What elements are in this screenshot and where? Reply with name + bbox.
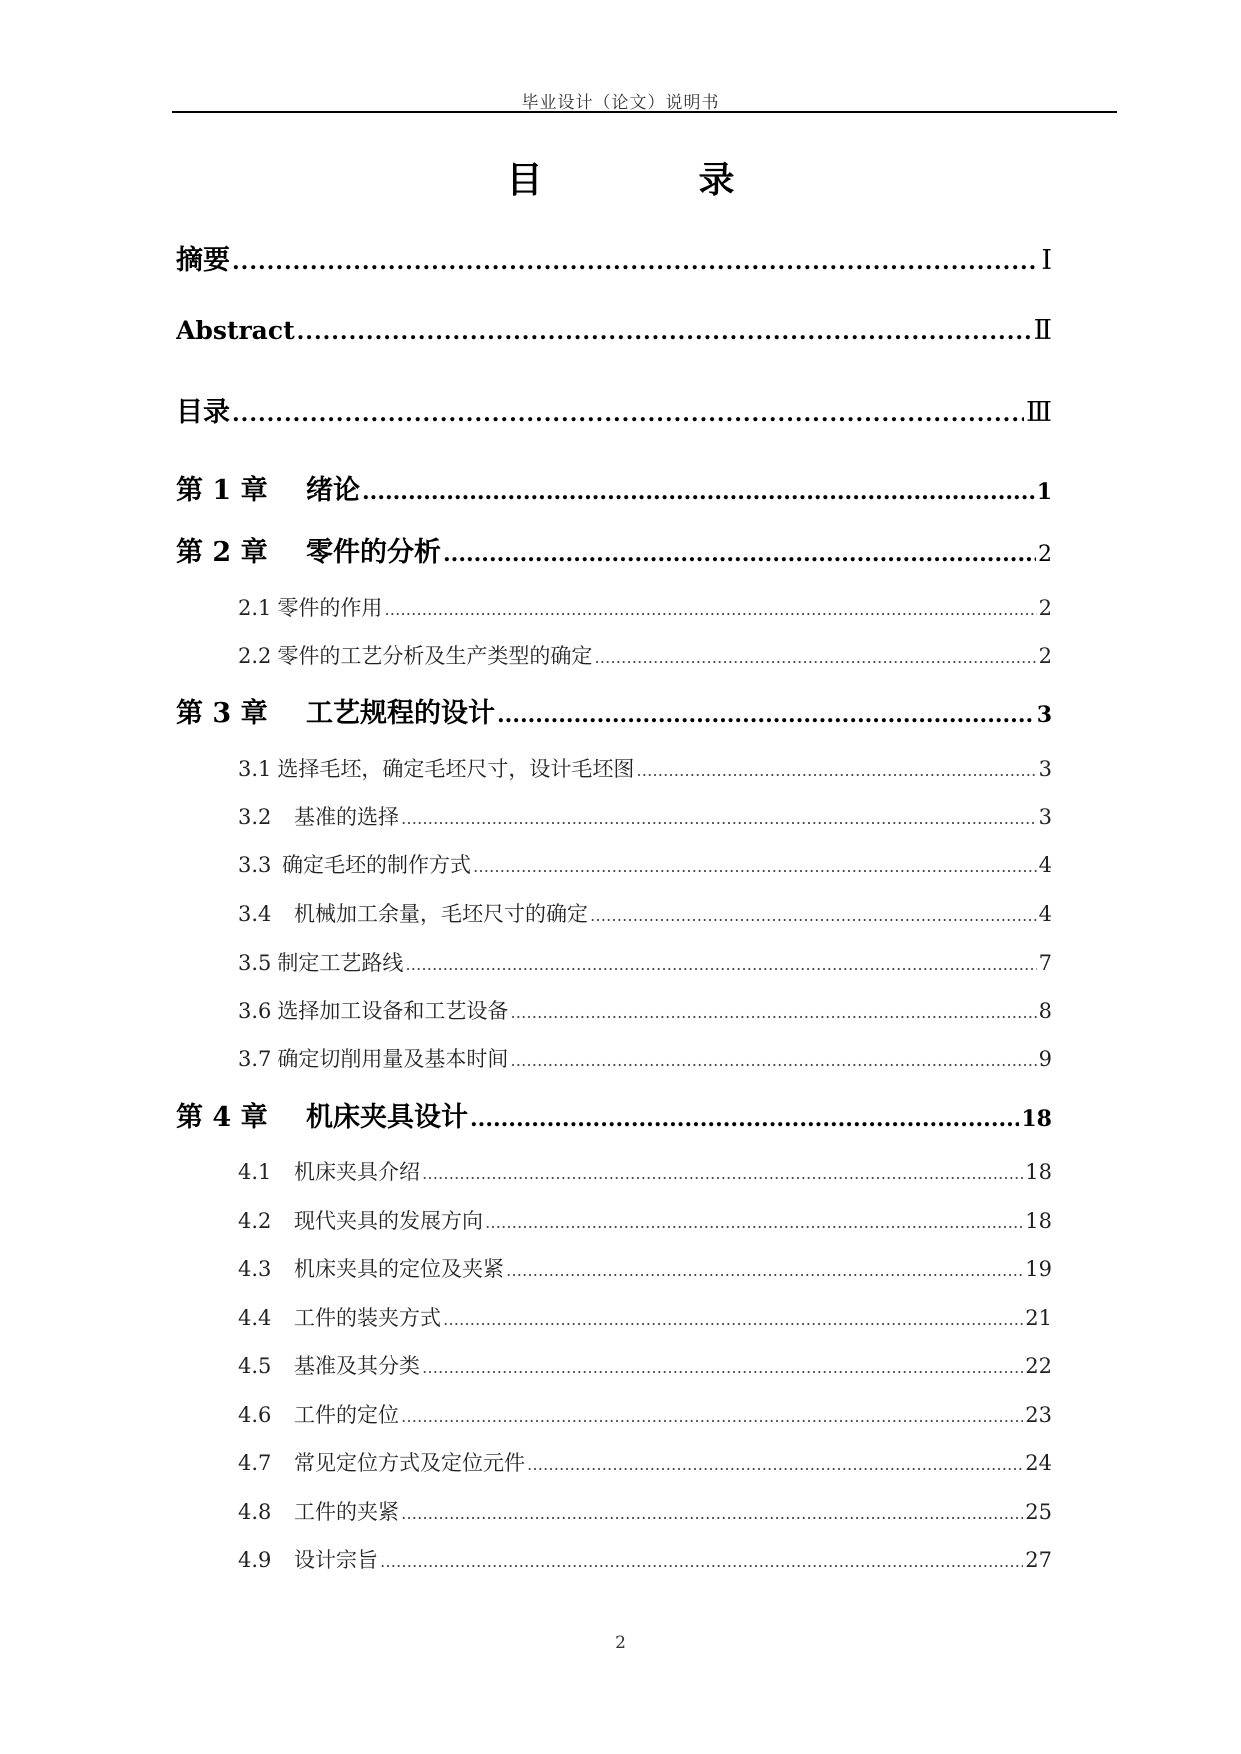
toc-leader	[473, 857, 1037, 876]
toc-section-3-3[interactable]	[238, 849, 1052, 881]
section-number: 4.4	[238, 1306, 272, 1330]
toc-entry-abstract-cn[interactable]	[176, 238, 1052, 278]
section-number: 3.2	[238, 805, 272, 829]
toc-section-3-4[interactable]	[238, 898, 1052, 930]
toc-section-4-7[interactable]	[238, 1447, 1052, 1479]
section-number: 4.2	[238, 1209, 272, 1233]
toc-page-number: 18	[1025, 1209, 1052, 1233]
toc-page-number: 2	[1038, 542, 1052, 567]
toc-leader	[401, 809, 1037, 828]
chapter-number: 第 2 章	[176, 537, 268, 568]
section-title: 基准及其分类	[294, 1354, 420, 1378]
section-title: 选择加工设备和工艺设备	[277, 999, 509, 1023]
chapter-number: 第 1 章	[176, 475, 268, 506]
toc-leader	[401, 1504, 1023, 1523]
toc-page-number: Ⅱ	[1033, 315, 1052, 346]
section-title: 选择毛坯，确定毛坯尺寸，设计毛坯图	[277, 757, 635, 781]
toc-leader	[510, 1051, 1036, 1070]
page-title: 目 录	[506, 159, 795, 201]
section-number: 3.1	[238, 757, 272, 781]
toc-leader	[443, 1310, 1023, 1329]
toc-page-number: 18	[1021, 1106, 1052, 1132]
section-number: 3.6	[238, 999, 272, 1023]
toc-leader	[297, 319, 1032, 345]
section-title: 常见定位方式及定位元件	[294, 1451, 525, 1475]
toc-section-4-3[interactable]	[238, 1253, 1052, 1285]
chapter-number: 第 4 章	[176, 1102, 268, 1133]
toc-leader	[506, 1261, 1023, 1280]
section-title: 零件的作用	[277, 596, 383, 620]
toc-entry-contents[interactable]	[176, 390, 1052, 430]
toc-page-number: 27	[1025, 1548, 1052, 1572]
section-title: 基准的选择	[294, 805, 399, 829]
toc-section-3-2[interactable]	[238, 801, 1052, 833]
toc-page-number: 24	[1025, 1451, 1052, 1475]
section-title: 机械加工余量，毛坯尺寸的确定	[294, 902, 588, 926]
section-title: 确定切削用量及基本时间	[277, 1047, 509, 1071]
toc-leader	[485, 1213, 1023, 1232]
toc-leader	[590, 906, 1037, 925]
toc-leader	[510, 1003, 1036, 1022]
toc-section-2-2[interactable]	[238, 640, 1052, 672]
section-title: 工件的定位	[294, 1403, 399, 1427]
section-number: 3.7	[238, 1047, 272, 1071]
section-title: 零件的工艺分析及生产类型的确定	[277, 644, 593, 668]
toc-page-number: Ⅲ	[1025, 397, 1052, 428]
toc-leader	[470, 1106, 1019, 1132]
toc-entry-label: 目录	[176, 397, 230, 428]
toc-entry-abstract-en[interactable]	[176, 315, 1052, 355]
toc-page-number: 19	[1025, 1257, 1052, 1281]
section-number: 4.1	[238, 1160, 272, 1184]
toc-page-number: 3	[1038, 805, 1052, 829]
section-number: 2.1	[238, 596, 272, 620]
toc-page-number: 4	[1038, 902, 1052, 926]
chapter-number: 第 3 章	[176, 698, 268, 729]
section-number: 4.3	[238, 1257, 272, 1281]
toc-page-number: Ⅰ	[1041, 245, 1052, 276]
toc-leader	[527, 1455, 1023, 1474]
toc-page-number: 18	[1025, 1160, 1052, 1184]
toc-leader	[401, 1407, 1023, 1426]
page-number: 2	[615, 1633, 626, 1653]
section-title: 现代夹具的发展方向	[294, 1209, 483, 1233]
toc-page-number: 7	[1038, 951, 1052, 975]
toc-page-number: 3	[1038, 757, 1052, 781]
toc-entry-label: 摘要	[176, 245, 230, 276]
chapter-title: 机床夹具设计	[306, 1102, 468, 1133]
section-title: 确定毛坯的制作方式	[282, 853, 471, 877]
section-title: 制定工艺路线	[277, 951, 404, 975]
toc-page-number: 1	[1036, 479, 1052, 505]
toc-leader	[422, 1164, 1023, 1183]
toc-leader	[443, 541, 1036, 567]
toc-section-4-5[interactable]	[238, 1350, 1052, 1382]
toc-page-number: 22	[1025, 1354, 1052, 1378]
chapter-title: 工艺规程的设计	[306, 698, 495, 729]
toc-leader	[380, 1552, 1023, 1571]
toc-chapter-4[interactable]	[176, 1095, 1052, 1135]
section-number: 3.4	[238, 902, 272, 926]
toc-page-number: 23	[1025, 1403, 1052, 1427]
toc-chapter-2[interactable]	[176, 530, 1052, 570]
section-title: 工件的装夹方式	[294, 1306, 441, 1330]
toc-section-4-9[interactable]	[238, 1544, 1052, 1576]
toc-leader	[594, 648, 1036, 667]
toc-page-number: 4	[1038, 853, 1052, 877]
toc-page-number: 3	[1036, 702, 1052, 728]
section-title: 机床夹具介绍	[294, 1160, 420, 1184]
toc-page-number: 8	[1038, 999, 1052, 1023]
section-number: 2.2	[238, 644, 272, 668]
toc-leader	[232, 249, 1039, 275]
toc-section-4-4[interactable]	[238, 1302, 1052, 1334]
toc-leader	[405, 955, 1036, 974]
toc-leader	[497, 702, 1035, 728]
section-number: 4.8	[238, 1500, 272, 1524]
section-number: 4.6	[238, 1403, 272, 1427]
page-header: 毕业设计（论文）说明书	[521, 93, 720, 113]
toc-leader	[422, 1358, 1023, 1377]
toc-section-3-5[interactable]	[238, 947, 1052, 979]
toc-section-3-1[interactable]	[238, 753, 1052, 785]
toc-leader	[636, 761, 1036, 780]
toc-entry-label: Abstract	[176, 316, 295, 345]
section-number: 4.9	[238, 1548, 272, 1572]
toc-section-3-6[interactable]	[238, 995, 1052, 1027]
toc-chapter-3[interactable]	[176, 691, 1052, 731]
toc-section-3-7[interactable]	[238, 1043, 1052, 1075]
toc-leader	[384, 600, 1036, 619]
toc-section-4-1[interactable]	[238, 1156, 1052, 1188]
section-title: 设计宗旨	[294, 1548, 378, 1572]
toc-section-2-1[interactable]	[238, 592, 1052, 624]
toc-page-number: 2	[1038, 644, 1052, 668]
section-title: 机床夹具的定位及夹紧	[294, 1257, 504, 1281]
chapter-title: 零件的分析	[306, 537, 441, 568]
toc-page-number: 2	[1038, 596, 1052, 620]
toc-section-4-8[interactable]	[238, 1496, 1052, 1528]
toc-page-number: 21	[1025, 1306, 1052, 1330]
toc-page-number: 25	[1025, 1500, 1052, 1524]
section-number: 4.5	[238, 1354, 272, 1378]
toc-section-4-6[interactable]	[238, 1399, 1052, 1431]
toc-chapter-1[interactable]	[176, 468, 1052, 508]
toc-leader	[232, 401, 1024, 427]
toc-leader	[362, 479, 1035, 505]
section-number: 3.3	[238, 853, 272, 877]
section-number: 3.5	[238, 951, 272, 975]
header-rule	[172, 111, 1117, 113]
toc-page-number: 9	[1038, 1047, 1052, 1071]
section-number: 4.7	[238, 1451, 272, 1475]
toc-section-4-2[interactable]	[238, 1205, 1052, 1237]
section-title: 工件的夹紧	[294, 1500, 399, 1524]
chapter-title: 绪论	[306, 475, 360, 506]
